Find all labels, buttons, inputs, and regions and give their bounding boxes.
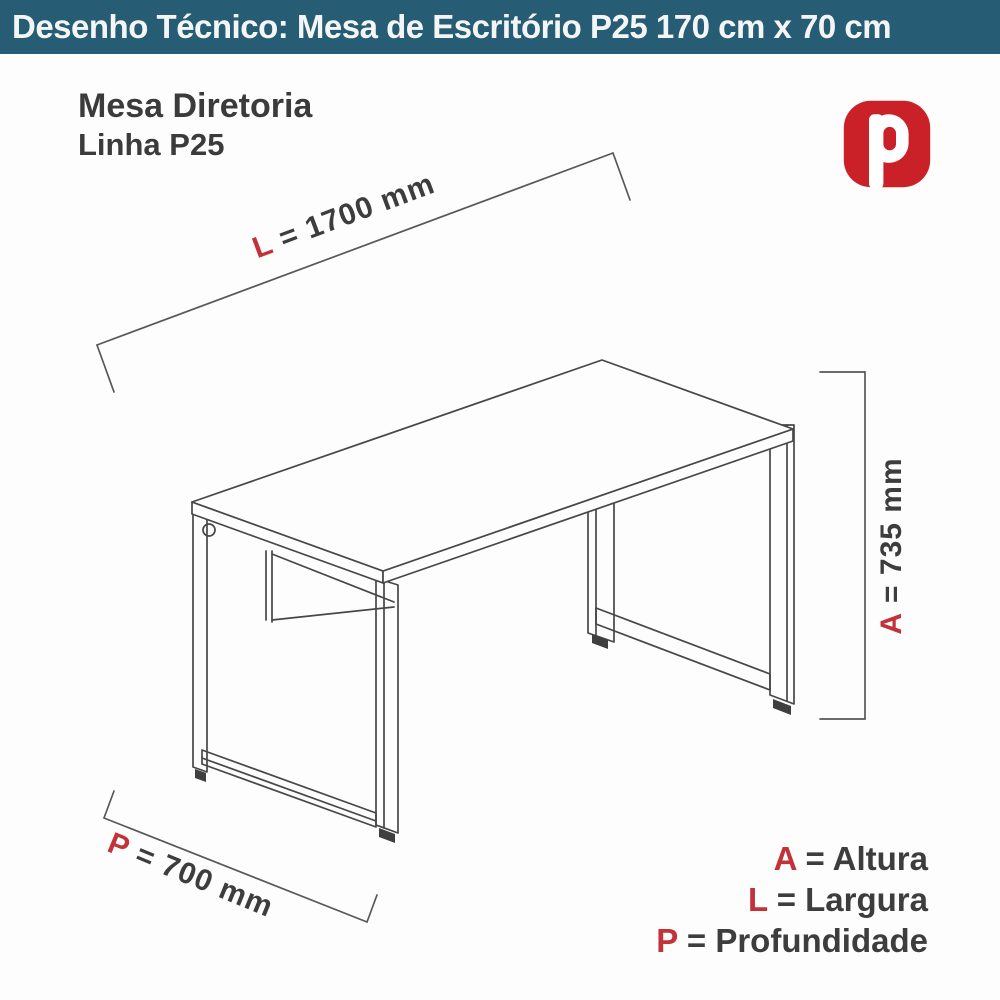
cable-hook-detail	[203, 524, 215, 536]
legend-key-p: P	[656, 922, 678, 959]
legend-row-profundidade	[656, 920, 928, 961]
legend-label-altura: = Altura	[805, 840, 928, 877]
leg-foot	[592, 634, 608, 649]
legend-label-profundidade: = Profundidade	[686, 922, 928, 959]
legend-row-largura	[656, 879, 928, 920]
desk-tabletop	[192, 360, 793, 583]
dimension-label-height	[875, 457, 908, 634]
banner-title-text: Desenho Técnico: Mesa de Escritório P25 170 cm x 70 cm	[12, 8, 892, 45]
product-name: Mesa Diretoria	[78, 87, 313, 125]
dimension-depth-value: = 700 mm	[130, 838, 279, 924]
dimension-length-letter: L	[248, 227, 278, 266]
product-line: Linha P25	[78, 127, 225, 162]
dimension-line-length	[97, 153, 630, 392]
dimension-label-length	[248, 167, 439, 265]
dimension-label-depth	[103, 827, 278, 924]
legend-label-largura: = Largura	[776, 881, 928, 918]
dimension-height-letter: A	[875, 611, 908, 635]
dimension-depth-letter: P	[103, 826, 136, 866]
dimension-legend	[656, 838, 928, 961]
legend-key-l: L	[747, 881, 768, 918]
dimension-line-height	[820, 372, 865, 719]
legend-key-a: A	[773, 840, 797, 877]
dimension-length-value: = 1700 mm	[274, 167, 440, 256]
dimension-height-value: = 735 mm	[875, 457, 908, 603]
legend-row-altura	[656, 838, 928, 879]
